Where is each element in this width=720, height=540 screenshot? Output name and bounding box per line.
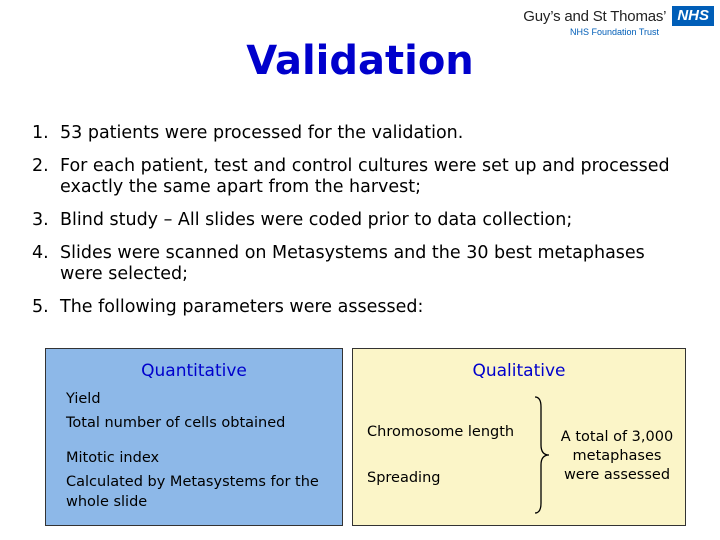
item-number: 1. (32, 123, 49, 143)
validation-steps-list (32, 123, 692, 330)
logo-subtitle: NHS Foundation Trust (569, 27, 659, 37)
item-text: 53 patients were processed for the validation. (60, 123, 464, 143)
list-item (32, 297, 692, 318)
qualitative-box (352, 348, 686, 526)
mitotic-index-description: Calculated by Metasystems for the whole slide (66, 474, 319, 510)
qualitative-heading: Qualitative (472, 361, 566, 381)
item-number: 3. (32, 210, 49, 230)
mitotic-index-label: Mitotic index (66, 450, 160, 466)
slide-title: Validation (246, 38, 474, 84)
logo-trust-name: Guy’s and St Thomas’ (523, 7, 667, 25)
quantitative-box (45, 348, 343, 526)
item-text: Blind study – All slides were coded prior to data collection; (60, 210, 573, 230)
nhs-logo-box: NHS (672, 6, 714, 26)
yield-description: Total number of cells obtained (66, 415, 286, 431)
trust-logo (484, 2, 714, 42)
spreading-label: Spreading (367, 470, 441, 486)
metaphases-assessed-note: A total of 3,000 metaphases were assessed (560, 429, 674, 483)
item-text: Slides were scanned on Metasystems and the 30 best metaphases were selected; (60, 243, 645, 284)
list-item (32, 243, 692, 285)
curly-brace-icon (531, 395, 561, 515)
item-number: 5. (32, 297, 49, 317)
list-item (32, 210, 692, 231)
list-item (32, 123, 692, 144)
quantitative-heading: Quantitative (141, 361, 247, 381)
item-text: The following parameters were assessed: (60, 297, 424, 317)
logo-line (523, 6, 714, 26)
yield-label: Yield (66, 391, 101, 407)
item-number: 4. (32, 243, 49, 263)
item-number: 2. (32, 156, 49, 176)
chromosome-length-label: Chromosome length (367, 424, 515, 440)
item-text: For each patient, test and control cultures were set up and processed exactly the same apart from the harvest; (60, 156, 670, 197)
list-item (32, 156, 692, 198)
